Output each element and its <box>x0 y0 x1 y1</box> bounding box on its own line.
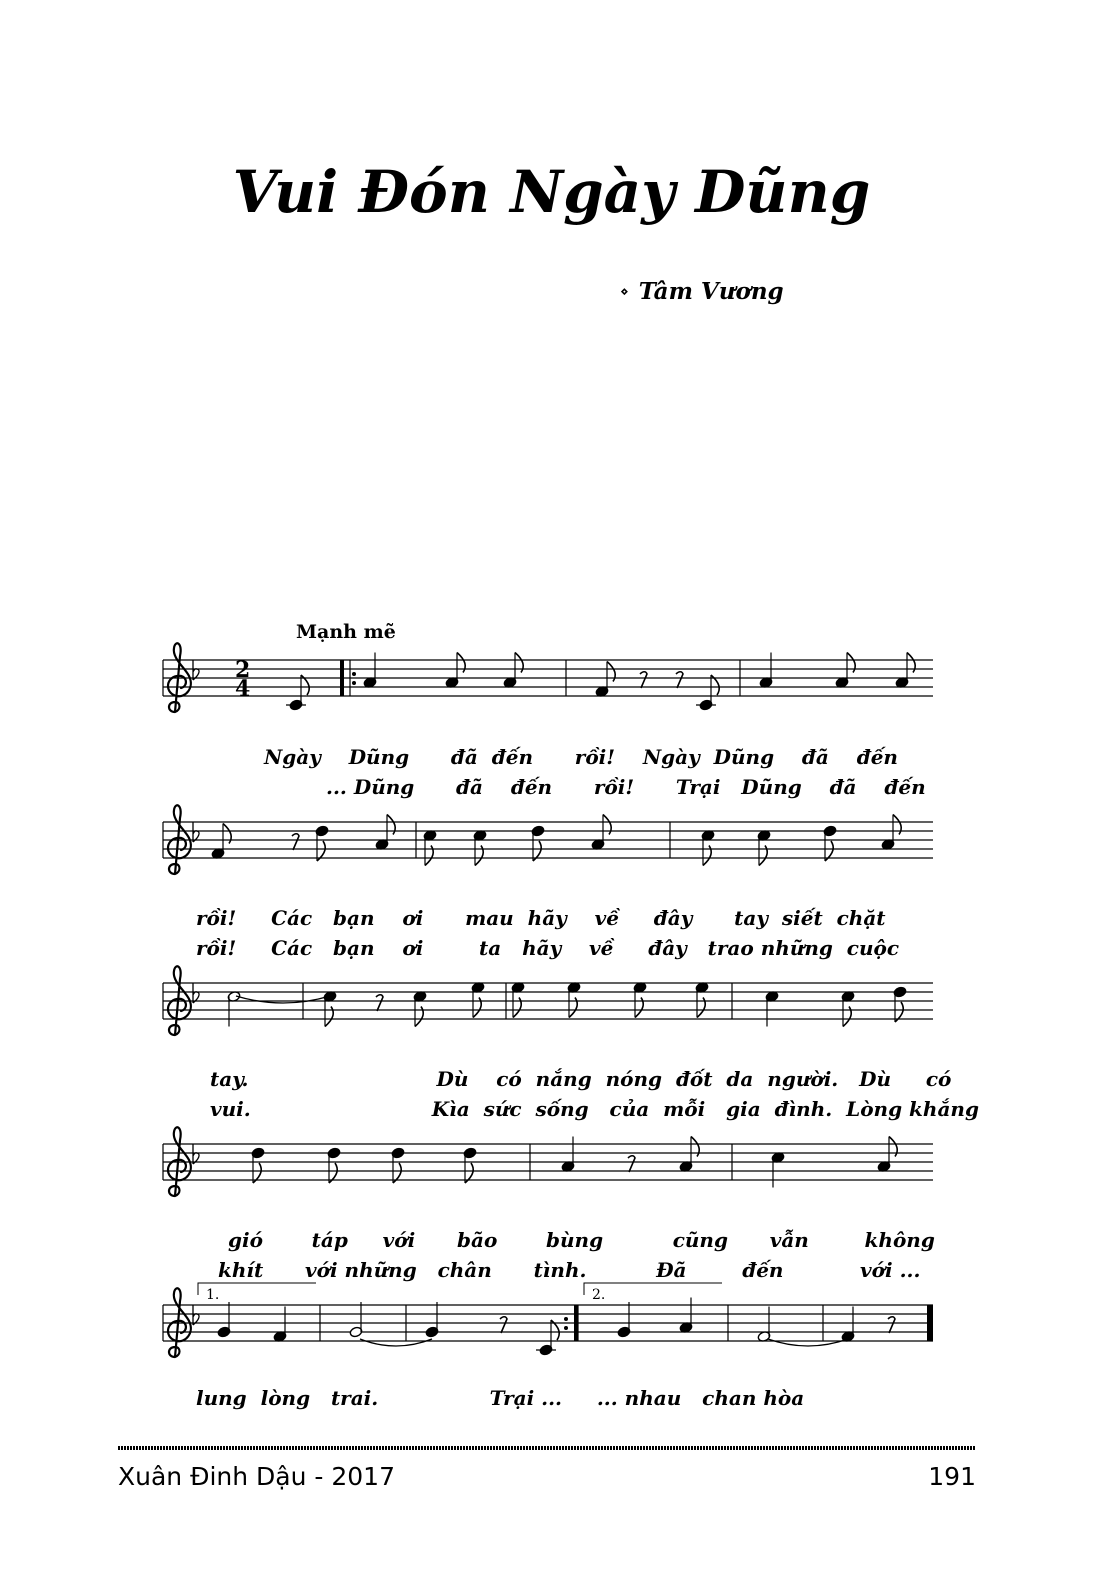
note <box>893 986 907 1022</box>
repeat-dot <box>352 672 356 676</box>
time-signature-top: 2 <box>235 657 251 683</box>
lyric-line-2-verse-1: rồi! Các bạn ơi mau hãy về đây tay siết chặt <box>196 906 886 930</box>
lyric-line-3-verse-1: tay. Dù có nắng nóng đốt da người. Dù có <box>210 1067 952 1091</box>
note <box>881 815 901 851</box>
lyric-line-2-verse-2: rồi! Các bạn ơi ta hãy về đây trao những cuộc <box>196 936 900 960</box>
note <box>835 653 855 689</box>
volta-label-2: 2. <box>592 1287 606 1303</box>
note <box>531 825 545 861</box>
lyric-line-4-verse-1: gió táp với bão bùng cũng vẫn không <box>228 1228 935 1252</box>
flat-sign-icon <box>193 983 199 1003</box>
volta-label-1: 1. <box>206 1287 220 1303</box>
staff-system <box>163 966 933 1035</box>
lyric-line-1-verse-2: ... Dũng đã đến rồi! Trại Dũng đã đến <box>326 775 926 799</box>
note <box>251 1147 265 1183</box>
note <box>423 830 437 866</box>
note <box>349 1302 363 1338</box>
staff-system <box>163 805 933 874</box>
note <box>473 830 487 866</box>
note <box>327 1147 341 1183</box>
footer-divider <box>118 1446 976 1450</box>
note <box>617 1302 631 1338</box>
note <box>273 1307 287 1343</box>
note <box>701 830 715 866</box>
note <box>217 1302 231 1338</box>
rest-icon <box>376 995 383 1011</box>
note <box>463 1147 477 1183</box>
time-signature-bottom: 4 <box>235 676 251 702</box>
note <box>877 1137 897 1173</box>
note <box>841 1307 855 1343</box>
note <box>445 653 465 689</box>
note <box>823 825 837 861</box>
footer-publication: Xuân Đinh Dậu - 2017 <box>118 1462 395 1491</box>
note <box>679 1137 699 1173</box>
note <box>391 1147 405 1183</box>
tie-slur <box>236 996 330 1003</box>
note <box>695 982 709 1018</box>
final-thick-bar <box>927 1305 933 1341</box>
note <box>323 991 337 1027</box>
staff-system <box>163 1127 933 1196</box>
flat-sign-icon <box>193 1305 199 1325</box>
note <box>413 991 427 1027</box>
note <box>503 653 523 689</box>
note <box>757 1307 771 1343</box>
song-title: Vui Đón Ngày Dũng <box>232 158 871 226</box>
flat-sign-icon <box>193 660 199 680</box>
note <box>536 1320 559 1356</box>
repeat-dot <box>564 1317 568 1321</box>
diamond-bullet-icon: ⋄ <box>620 284 629 300</box>
note <box>375 815 395 851</box>
note <box>567 982 581 1018</box>
note <box>211 824 231 860</box>
flat-sign-icon <box>193 1144 199 1164</box>
repeat-end-thick-bar <box>574 1305 578 1341</box>
lyric-line-3-verse-2: vui. Kìa sức sống của mỗi gia đình. Lòng khắng <box>210 1097 979 1121</box>
rest-icon <box>500 1317 507 1333</box>
lyric-line-1-verse-1: Ngày Dũng đã đến rồi! Ngày Dũng đã đến <box>264 745 898 769</box>
note <box>679 1298 693 1334</box>
note <box>511 982 525 1018</box>
note <box>425 1302 439 1338</box>
note <box>227 991 241 1027</box>
note <box>595 662 615 698</box>
repeat-dot <box>352 681 356 685</box>
note <box>765 991 779 1027</box>
note <box>759 653 773 689</box>
flat-sign-icon <box>193 822 199 842</box>
note <box>841 991 855 1027</box>
note <box>561 1137 575 1173</box>
rest-icon <box>888 1317 895 1333</box>
note <box>286 675 309 711</box>
note <box>895 653 915 689</box>
author-name: Tâm Vương <box>638 278 784 305</box>
staff-system <box>163 643 933 712</box>
tie-slur <box>768 1339 848 1346</box>
repeat-start-thick-bar <box>340 660 344 696</box>
note <box>471 982 485 1018</box>
note <box>315 825 329 861</box>
rest-icon <box>640 672 647 688</box>
note <box>771 1152 785 1188</box>
lyric-line-5-verse-1: lung lòng trai. Trại ... ... nhau chan hòa <box>196 1386 805 1410</box>
note <box>696 675 719 711</box>
note <box>591 815 611 851</box>
tie-slur <box>360 1339 432 1346</box>
rest-icon <box>292 834 299 850</box>
lyric-line-4-verse-2: khít với những chân tình. Đã đến với ... <box>218 1258 921 1282</box>
repeat-dot <box>564 1326 568 1330</box>
note <box>363 653 377 689</box>
note <box>757 830 771 866</box>
rest-icon <box>676 672 683 688</box>
page-number: 191 <box>928 1462 976 1491</box>
tempo-marking: Mạnh mẽ <box>296 621 396 643</box>
note <box>633 982 647 1018</box>
rest-icon <box>628 1156 635 1172</box>
